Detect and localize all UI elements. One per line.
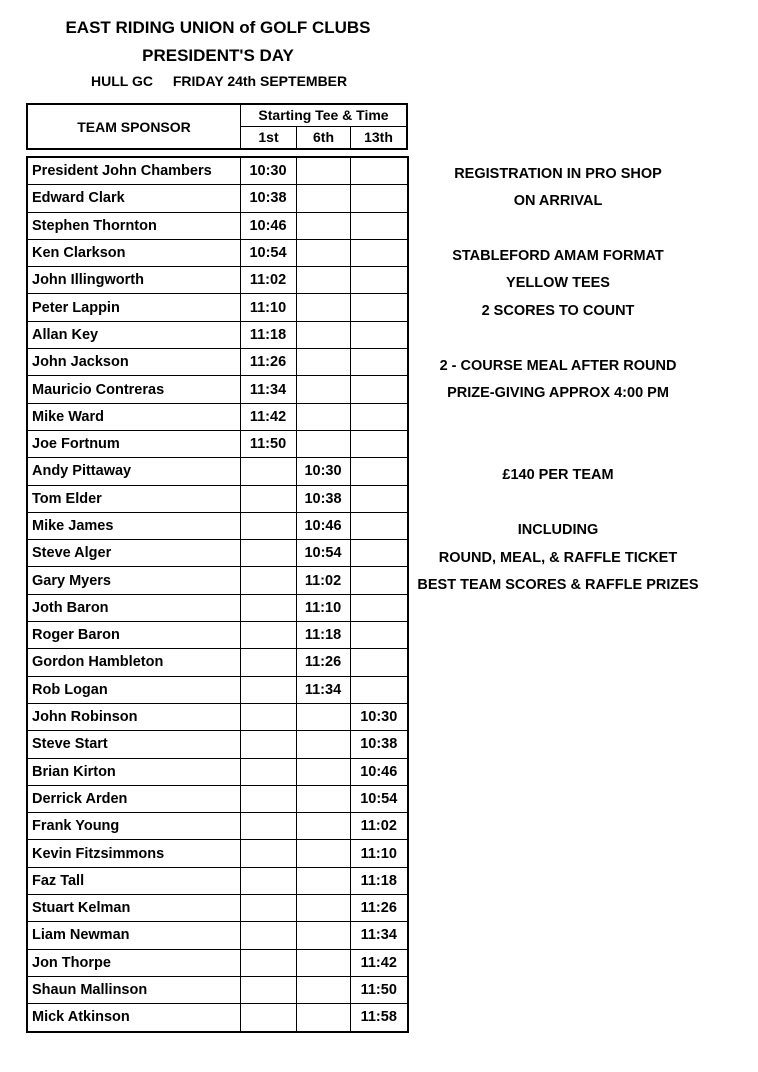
table-row: [27, 349, 408, 376]
tee-1st-time: [240, 485, 296, 512]
tee-6th-time: [296, 321, 350, 348]
tee-1st-time: 11:02: [240, 267, 296, 294]
tee-13th-time: 10:46: [350, 758, 408, 785]
tee-13th-time: 11:26: [350, 895, 408, 922]
tee-6th-header: 6th: [297, 127, 351, 148]
info-meal: 2 - COURSE MEAL AFTER ROUND: [439, 358, 677, 374]
tee-6th-time: [296, 949, 350, 976]
sponsor-name: Brian Kirton: [27, 758, 240, 785]
sponsor-name: Gordon Hambleton: [27, 649, 240, 676]
sponsor-name: Andy Pittaway: [27, 458, 240, 485]
tee-6th-time: 11:34: [296, 676, 350, 703]
sponsor-name: Rob Logan: [27, 676, 240, 703]
tee-6th-time: [296, 349, 350, 376]
tee-13th-time: [350, 212, 408, 239]
info-scores: 2 SCORES TO COUNT: [481, 303, 635, 319]
tee-1st-time: [240, 1004, 296, 1032]
event-title: PRESIDENT'S DAY: [142, 46, 294, 65]
sponsor-name: John Jackson: [27, 349, 240, 376]
table-row: [27, 458, 408, 485]
sponsor-name: Joth Baron: [27, 594, 240, 621]
tee-6th-time: [296, 294, 350, 321]
tee-6th-time: [296, 840, 350, 867]
tee-6th-time: 10:30: [296, 458, 350, 485]
info-prizes: BEST TEAM SCORES & RAFFLE PRIZES: [417, 577, 699, 593]
team-sponsor-header: TEAM SPONSOR: [28, 105, 241, 148]
tee-6th-time: [296, 922, 350, 949]
tee-13th-time: [350, 185, 408, 212]
tee-1st-time: [240, 622, 296, 649]
info-registration: REGISTRATION IN PRO SHOP: [454, 166, 662, 182]
tee-1st-time: 11:34: [240, 376, 296, 403]
sponsor-name: Frank Young: [27, 813, 240, 840]
tee-13th-time: [350, 403, 408, 430]
tee-1st-time: [240, 703, 296, 730]
tee-13th-header: 13th: [364, 129, 393, 145]
tee-6th-time: [296, 403, 350, 430]
tee-13th-time: 11:10: [350, 840, 408, 867]
sponsor-name: Stephen Thornton: [27, 212, 240, 239]
tee-6th-time: 10:54: [296, 540, 350, 567]
tee-6th-time: 11:02: [296, 567, 350, 594]
table-row: [27, 321, 408, 348]
tee-13th-time: [350, 622, 408, 649]
tee-1st-time: 11:50: [240, 430, 296, 457]
tee-6th-time: 11:10: [296, 594, 350, 621]
table-row: [27, 840, 408, 867]
sponsor-name: Tom Elder: [27, 485, 240, 512]
tee-13th-time: [350, 294, 408, 321]
tee-6th-time: [296, 185, 350, 212]
tee-1st-time: [240, 867, 296, 894]
event-date: FRIDAY 24th SEPTEMBER: [172, 73, 348, 89]
tee-13th-time: 10:54: [350, 785, 408, 812]
table-row: [27, 649, 408, 676]
sponsor-name: Stuart Kelman: [27, 895, 240, 922]
table-row: [27, 895, 408, 922]
tee-13th-time: [350, 594, 408, 621]
tee-6th-time: [296, 703, 350, 730]
starting-tee-header: Starting Tee & Time: [241, 105, 406, 127]
sponsor-name: President John Chambers: [27, 157, 240, 185]
tee-6th-time: [296, 758, 350, 785]
sponsor-name: Faz Tall: [27, 867, 240, 894]
sponsor-name: John Illingworth: [27, 267, 240, 294]
info-prize-giving: PRIZE-GIVING APPROX 4:00 PM: [447, 385, 669, 401]
table-row: [27, 239, 408, 266]
tee-13th-time: 11:58: [350, 1004, 408, 1032]
info-tees: YELLOW TEES: [506, 275, 610, 291]
tee-13th-time: [350, 157, 408, 185]
tee-1st-time: [240, 512, 296, 539]
tee-6th-time: [296, 157, 350, 185]
tee-13th-time: [350, 485, 408, 512]
sponsor-name: Jon Thorpe: [27, 949, 240, 976]
tee-13th-time: [350, 458, 408, 485]
tee-1st-time: [240, 731, 296, 758]
table-row: [27, 430, 408, 457]
table-row: [27, 703, 408, 730]
tee-1st-time: [240, 649, 296, 676]
tee-6th-time: [296, 267, 350, 294]
tee-13th-time: 10:30: [350, 703, 408, 730]
tee-6th-time: 10:46: [296, 512, 350, 539]
sponsor-name: Derrick Arden: [27, 785, 240, 812]
tee-13th-time: 10:38: [350, 731, 408, 758]
table-row: [27, 540, 408, 567]
tee-1st-time: [240, 976, 296, 1003]
tee-1st-time: 10:46: [240, 212, 296, 239]
table-row: [27, 567, 408, 594]
table-row: [27, 1004, 408, 1032]
tee-6th-time: 11:18: [296, 622, 350, 649]
tee-1st-time: [240, 676, 296, 703]
document-title: EAST RIDING UNION of GOLF CLUBS: [65, 18, 371, 37]
tee-1st-time: [240, 813, 296, 840]
tee-6th-time: [296, 813, 350, 840]
table-row: [27, 376, 408, 403]
tee-6th-time: [296, 239, 350, 266]
table-row: [27, 676, 408, 703]
tee-6th-time: [296, 212, 350, 239]
tee-1st-time: 10:38: [240, 185, 296, 212]
tee-13th-time: 11:50: [350, 976, 408, 1003]
tee-1st-time: [240, 594, 296, 621]
tee-6th-time: [296, 867, 350, 894]
sponsor-name: Mick Atkinson: [27, 1004, 240, 1032]
tee-13th-time: [350, 567, 408, 594]
tee-13th-time: [350, 649, 408, 676]
tee-1st-time: [240, 895, 296, 922]
tee-13th-time: [350, 430, 408, 457]
table-row: [27, 758, 408, 785]
sponsor-name: Peter Lappin: [27, 294, 240, 321]
tee-13th-time: [350, 239, 408, 266]
tee-1st-time: 11:18: [240, 321, 296, 348]
tee-6th-time: [296, 976, 350, 1003]
tee-1st-time: 11:42: [240, 403, 296, 430]
tee-1st-time: [240, 922, 296, 949]
sponsor-name: Liam Newman: [27, 922, 240, 949]
table-row: [27, 212, 408, 239]
table-row: [27, 594, 408, 621]
tee-6th-time: [296, 1004, 350, 1032]
tee-1st-time: 10:54: [240, 239, 296, 266]
sponsor-name: Shaun Mallinson: [27, 976, 240, 1003]
table-row: [27, 813, 408, 840]
tee-1st-header: 1st: [241, 127, 297, 148]
sponsor-name: Roger Baron: [27, 622, 240, 649]
sponsor-name: Allan Key: [27, 321, 240, 348]
info-format: STABLEFORD AMAM FORMAT: [452, 248, 664, 264]
tee-1st-time: 10:30: [240, 157, 296, 185]
sponsor-name: Joe Fortnum: [27, 430, 240, 457]
table-row: [27, 731, 408, 758]
sponsor-name: Mike Ward: [27, 403, 240, 430]
table-row: [27, 622, 408, 649]
tee-13th-time: [350, 267, 408, 294]
tee-1st-time: [240, 840, 296, 867]
table-row: [27, 785, 408, 812]
tee-13th-time: [350, 349, 408, 376]
info-on-arrival: ON ARRIVAL: [513, 193, 603, 209]
tee-13th-time: [350, 376, 408, 403]
sponsor-name: Steve Start: [27, 731, 240, 758]
tee-13th-time: [350, 676, 408, 703]
tee-1st-time: 11:26: [240, 349, 296, 376]
tee-1st-time: [240, 540, 296, 567]
tee-6th-time: [296, 785, 350, 812]
tee-13th-time: 11:42: [350, 949, 408, 976]
table-row: [27, 512, 408, 539]
table-row: [27, 867, 408, 894]
tee-1st-time: [240, 785, 296, 812]
tee-13th-time: 11:02: [350, 813, 408, 840]
tee-6th-time: [296, 430, 350, 457]
tee-13th-time: [350, 321, 408, 348]
tee-times-body: [27, 157, 408, 1032]
tee-13th-time: [350, 540, 408, 567]
sponsor-name: John Robinson: [27, 703, 240, 730]
tee-6th-time: [296, 731, 350, 758]
table-header: [26, 103, 408, 150]
venue-date-line: [91, 73, 347, 89]
tee-6th-time: [296, 895, 350, 922]
tee-13th-time: 11:34: [350, 922, 408, 949]
info-price: £140 PER TEAM: [502, 467, 614, 483]
info-including: INCLUDING: [517, 522, 599, 538]
tee-1st-time: [240, 458, 296, 485]
table-row: [27, 294, 408, 321]
table-row: [27, 485, 408, 512]
tee-1st-time: [240, 949, 296, 976]
table-row: [27, 949, 408, 976]
table-row: [27, 157, 408, 185]
sponsor-name: Steve Alger: [27, 540, 240, 567]
table-row: [27, 976, 408, 1003]
tee-6th-time: 10:38: [296, 485, 350, 512]
sponsor-name: Mauricio Contreras: [27, 376, 240, 403]
venue: HULL GC: [91, 73, 153, 89]
sponsor-name: Ken Clarkson: [27, 239, 240, 266]
table-row: [27, 403, 408, 430]
sponsor-name: Edward Clark: [27, 185, 240, 212]
info-includes: ROUND, MEAL, & RAFFLE TICKET: [438, 550, 678, 566]
tee-13th-time: 11:18: [350, 867, 408, 894]
tee-13th-time: [350, 512, 408, 539]
table-row: [27, 922, 408, 949]
tee-1st-time: [240, 758, 296, 785]
tee-6th-time: 11:26: [296, 649, 350, 676]
sponsor-name: Kevin Fitzsimmons: [27, 840, 240, 867]
sponsor-name: Gary Myers: [27, 567, 240, 594]
tee-6th-time: [296, 376, 350, 403]
table-row: [27, 185, 408, 212]
tee-1st-time: [240, 567, 296, 594]
tee-1st-time: 11:10: [240, 294, 296, 321]
table-row: [27, 267, 408, 294]
tee-times-table: [26, 156, 409, 1033]
sponsor-name: Mike James: [27, 512, 240, 539]
